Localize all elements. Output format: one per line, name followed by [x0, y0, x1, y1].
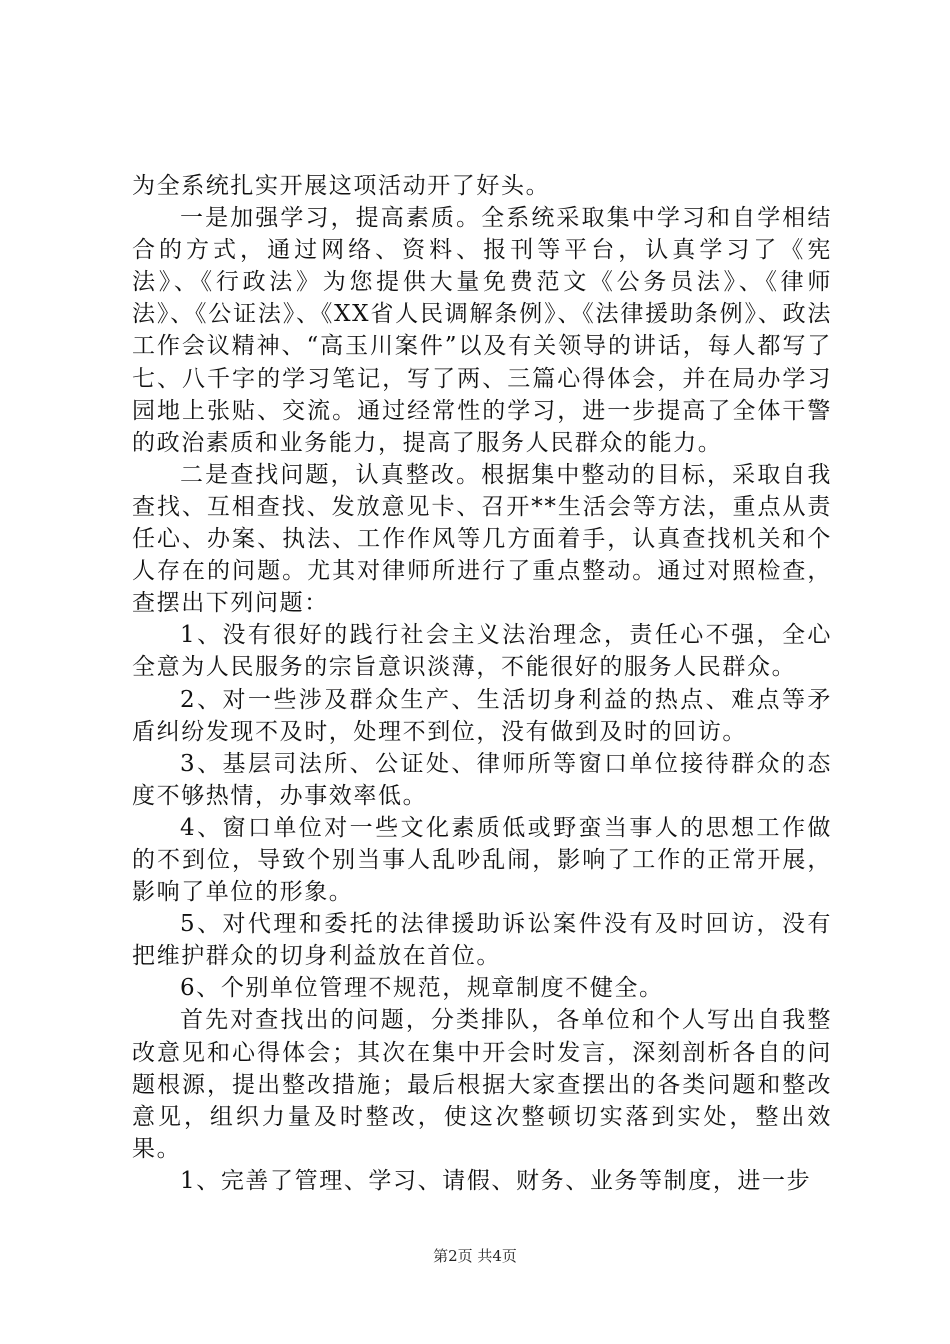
list-item-problem-1: 1、没有很好的践行社会主义法治理念，责任心不强，全心全意为人民服务的宗旨意识淡薄，不能很好的服务人民群众。 — [132, 622, 832, 681]
paragraph-study: 一是加强学习，提高素质。全系统采取集中学习和自学相结合的方式，通过网络、资料、报刊等平台，认真学习了《宪法》、《行政法》为您提供大量免费范文《公务员法》、《律师法》、《公证法》、《XX省人民调解条例》、《法律援助条例》、政法工作会议精神、“高玉川案件”以及有关领导的讲话，每人都写了七、八千字的学习笔记，写了两、三篇心得体会，并在局办学习园地上张贴、交流。通过经常性的学习，进一步提高了全体干警的政治素质和业务能力，提高了服务人民群众的能力。 — [132, 205, 832, 456]
list-item-problem-5: 5、对代理和委托的法律援助诉讼案件没有及时回访，没有把维护群众的切身利益放在首位。 — [132, 911, 832, 970]
paragraph-continuation: 为全系统扎实开展这项活动开了好头。 — [132, 173, 551, 199]
list-item-problem-6: 6、个别单位管理不规范，规章制度不健全。 — [180, 975, 664, 1002]
page-footer: 第2页 共4页 — [433, 1247, 517, 1265]
paragraph-find-problems: 二是查找问题，认真整改。根据集中整动的目标，采取自我查找、互相查找、发放意见卡、召开**生活会等方法，重点从责任心、办案、执法、工作作风等几方面着手，认真查找机关和个人存在的问题。尤其对律师所进行了重点整动。通过对照检查，查摆出下列问题： — [132, 461, 832, 617]
paragraph-rectification: 首先对查找出的问题，分类排队，各单位和个人写出自我整改意见和心得体会；其次在集中开会时发言，深刻剖析各自的问题根源，提出整改措施；最后根据大家查摆出的各类问题和整改意见，组织力量及时整改，使这次整顿切实落到实处，整出效果。 — [132, 1007, 832, 1162]
document-body — [132, 170, 832, 1197]
list-item-problem-2: 2、对一些涉及群众生产、生活切身利益的热点、难点等矛盾纠纷发现不及时，处理不到位，没有做到及时的回访。 — [132, 686, 832, 745]
list-item-measure-1: 1、完善了管理、学习、请假、财务、业务等制度，进一步 — [180, 1167, 812, 1194]
list-item-problem-3: 3、基层司法所、公证处、律师所等窗口单位接待群众的态度不够热情，办事效率低。 — [132, 750, 832, 809]
list-item-problem-4: 4、窗口单位对一些文化素质低或野蛮当事人的思想工作做的不到位，导致个别当事人乱吵乱闹，影响了工作的正常开展，影响了单位的形象。 — [132, 814, 832, 906]
